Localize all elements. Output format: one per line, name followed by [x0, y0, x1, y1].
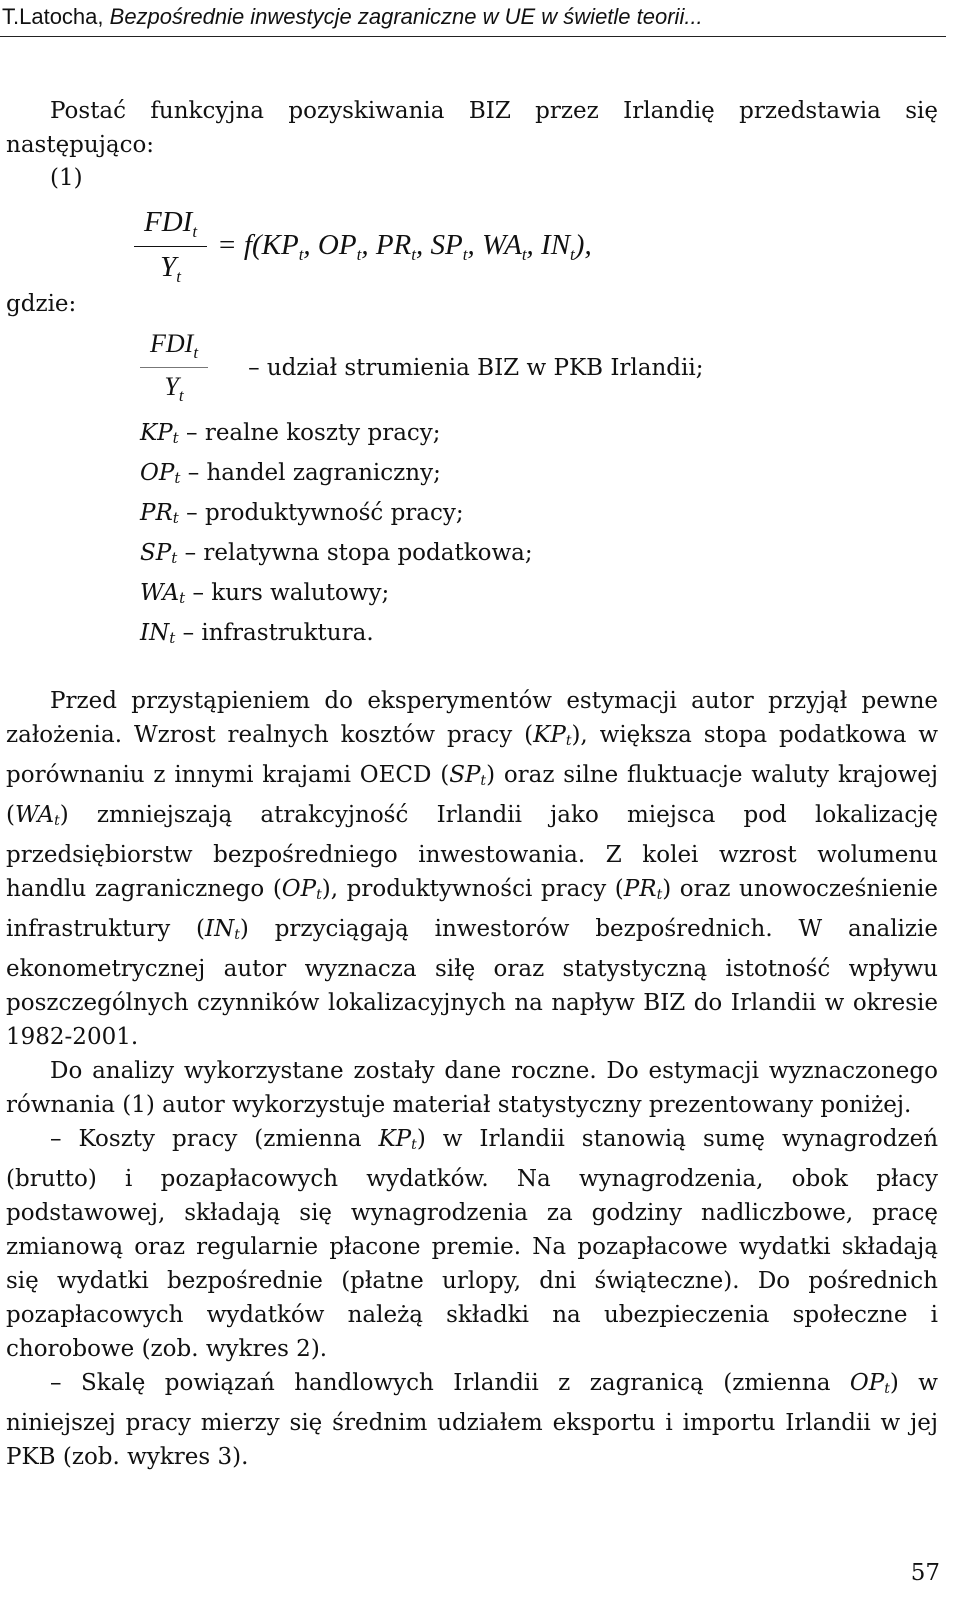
- definition-item: $PR_t$ – produktywność pracy;: [140, 500, 464, 527]
- definition-item: $SP_t$ – relatywna stopa podatkowa;: [140, 540, 533, 567]
- page-number: 57: [910, 1560, 940, 1586]
- equation-rhs: = $f(KP_t$, $OP_t$, $PR_t$, $SP_t$, $WA_t$, $IN_t$),: [217, 228, 592, 264]
- gdzie-label: gdzie:: [6, 291, 77, 317]
- fraction-denominator: $Y_t$: [160, 251, 181, 286]
- fraction-numerator: $FDI_t$: [134, 206, 207, 247]
- main-equation: [134, 206, 938, 287]
- page-body: [6, 94, 938, 1474]
- paragraph-labour-costs: – Koszty pracy (zmienna $KP_t$) w Irlandii stanowią sumę wynagrodzeń (brutto) i pozapłacowych wydatków. Na wynagrodzenia, obok płacy podstawowej, składają się wynagrodzenia za godziny nadliczbowe, pracę zmianową oraz regularnie płacone premie. Na pozapłacowe wydatki składają się wydatki bezpośrednie (płatne urlopy, dni świąteczne). Do pośrednich pozapłacowych wydatków należą składki na ubezpieczenia społeczne i chorobowe (zob. wykres 2).: [6, 1126, 939, 1362]
- running-header: [0, 0, 946, 37]
- paragraph-data: Do analizy wykorzystane zostały dane roczne. Do estymacji wyznaczonego równania (1) autor wykorzystuje materiał statystyczny prezentowany poniżej.: [6, 1058, 938, 1118]
- intro-paragraph: Postać funkcyjna pozyskiwania BIZ przez Irlandię przedstawia się następująco:: [6, 98, 938, 158]
- definition-item: $KP_t$ – realne koszty pracy;: [140, 420, 441, 447]
- definition-fraction: $\frac{FDI_t}{Y_t}$: [140, 329, 208, 406]
- definition-item: $WA_t$ – kurs walutowy;: [140, 580, 390, 607]
- definition-fraction-desc: – udział strumienia BIZ w PKB Irlandii;: [248, 354, 704, 381]
- definition-list: [140, 416, 938, 656]
- header-author: T.Latocha,: [2, 4, 110, 29]
- equation-number: (1): [50, 165, 83, 191]
- paragraph-trade: – Skalę powiązań handlowych Irlandii z zagranicą (zmienna $OP_t$) w niniejszej pracy mierzy się średnim udziałem eksportu i importu Irlandii w jej PKB (zob. wykres 3).: [6, 1370, 938, 1470]
- equation-fraction: [134, 206, 207, 287]
- header-title: Bezpośrednie inwestycje zagraniczne w UE w świetle teorii...: [109, 4, 703, 29]
- definition-item: $OP_t$ – handel zagraniczny;: [140, 460, 441, 487]
- definition-fraction-row: [140, 329, 938, 406]
- definition-item: $IN_t$ – infrastruktura.: [140, 620, 374, 647]
- paragraph-assumptions: Przed przystąpieniem do eksperymentów estymacji autor przyjął pewne założenia. Wzrost realnych kosztów pracy $(KP_t)$, większa stopa podatkowa w porównaniu z innymi krajami OECD $(SP_t)$ oraz silne fluktuacje waluty krajowej $(WA_t)$ zmniejszają atrakcyjność Irlandii jako miejsca pod lokalizację przedsiębiorstw bezpośredniego inwestowania. Z kolei wzrost wolumenu handlu zagranicznego $(OP_t)$, produktywności pracy $(PR_t)$ oraz unowocześnienie infrastruktury $(IN_t)$ przyciągają inwestorów bezpośrednich. W analizie ekonometrycznej autor wyznacza siłę oraz statystyczną istotność wpływu poszczególnych czynników lokalizacyjnych na napływ BIZ do Irlandii w okresie 1982-2001.: [6, 688, 939, 1050]
